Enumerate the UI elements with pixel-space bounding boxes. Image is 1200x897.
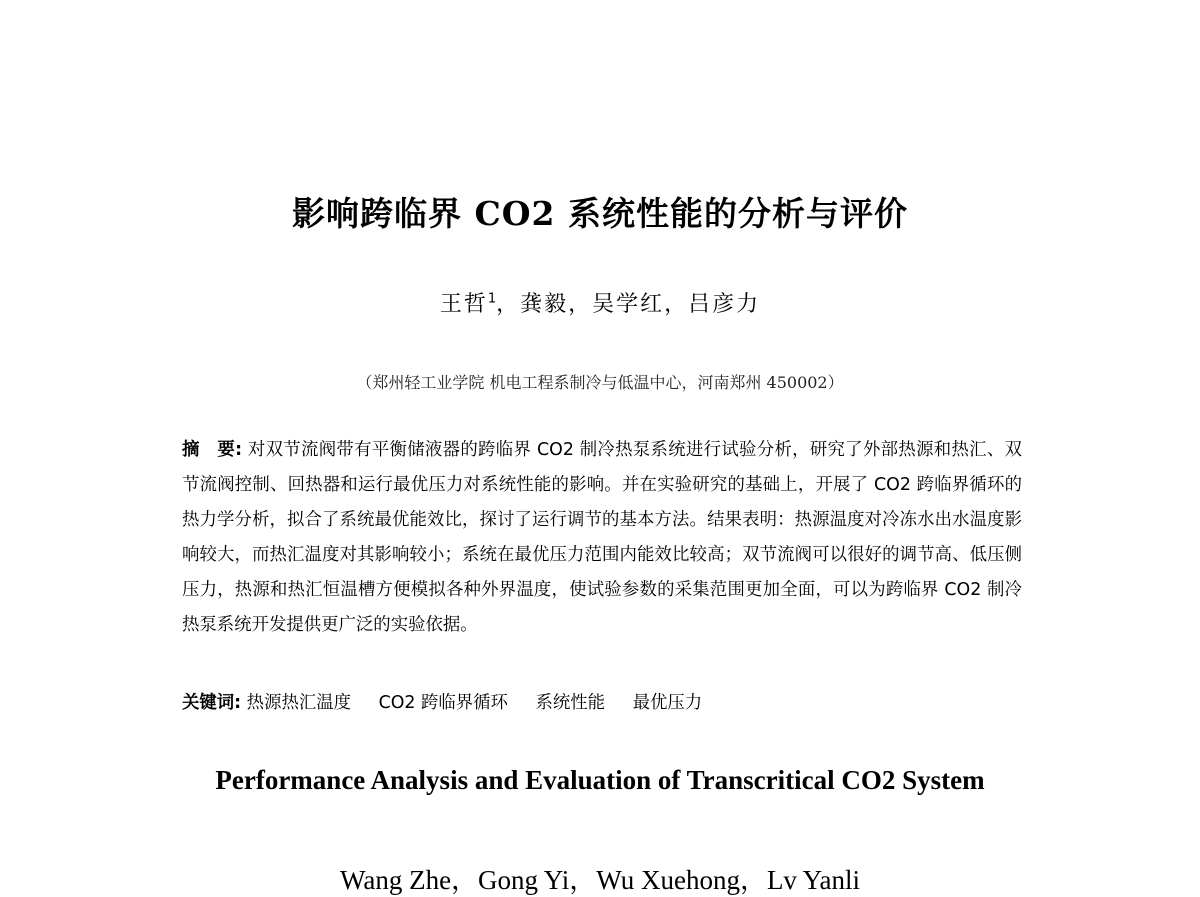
first-author: 王哲 (439, 292, 488, 317)
keyword-item: 热源热汇温度 (246, 693, 352, 713)
abstract-label: 摘 要: (182, 440, 243, 460)
chinese-affiliation: （郑州轻工业学院 机电工程系制冷与低温中心，河南郑州 450002） (356, 373, 844, 392)
keyword-item: 系统性能 (535, 693, 606, 713)
keyword-item: 最优压力 (632, 693, 703, 713)
other-authors: ，龚毅，吴学红，吕彦力 (496, 292, 761, 317)
english-authors: Wang Zhe，Gong Yi，Wu Xuehong，Lv Yanli (340, 865, 860, 895)
chinese-abstract (182, 433, 1022, 643)
chinese-title: 影响跨临界 CO2 系统性能的分析与评价 (292, 194, 908, 233)
keywords-line (182, 688, 1022, 718)
abstract-text: 对双节流阀带有平衡储液器的跨临界 CO2 制冷热泵系统进行试验分析，研究了外部热源和热汇、双节流阀控制、回热器和运行最优压力对系统性能的影响。并在实验研究的基础上，开展了 CO2 跨临界循环的热力学分析，拟合了系统最优能效比，探讨了运行调节的基本方法。结果表明：热源温度对冷冻水出水温度影响较大，而热汇温度对其影响较小；系统在最优压力范围内能效比较高；双节流阀可以很好的调节高、低压侧压力，热源和热汇恒温槽方便模拟各种外界温度，使试验参数的采集范围更加全面，可以为跨临界 CO2 制冷热泵系统开发提供更广泛的实验依据。 (182, 440, 1022, 635)
affiliation-marker: 1 (487, 291, 497, 307)
chinese-authors (0, 287, 1200, 318)
keywords-label: 关键词: (182, 693, 242, 713)
keyword-item: CO2 跨临界循环 (378, 693, 508, 713)
english-title: Performance Analysis and Evaluation of Transcritical CO2 System (215, 765, 985, 795)
